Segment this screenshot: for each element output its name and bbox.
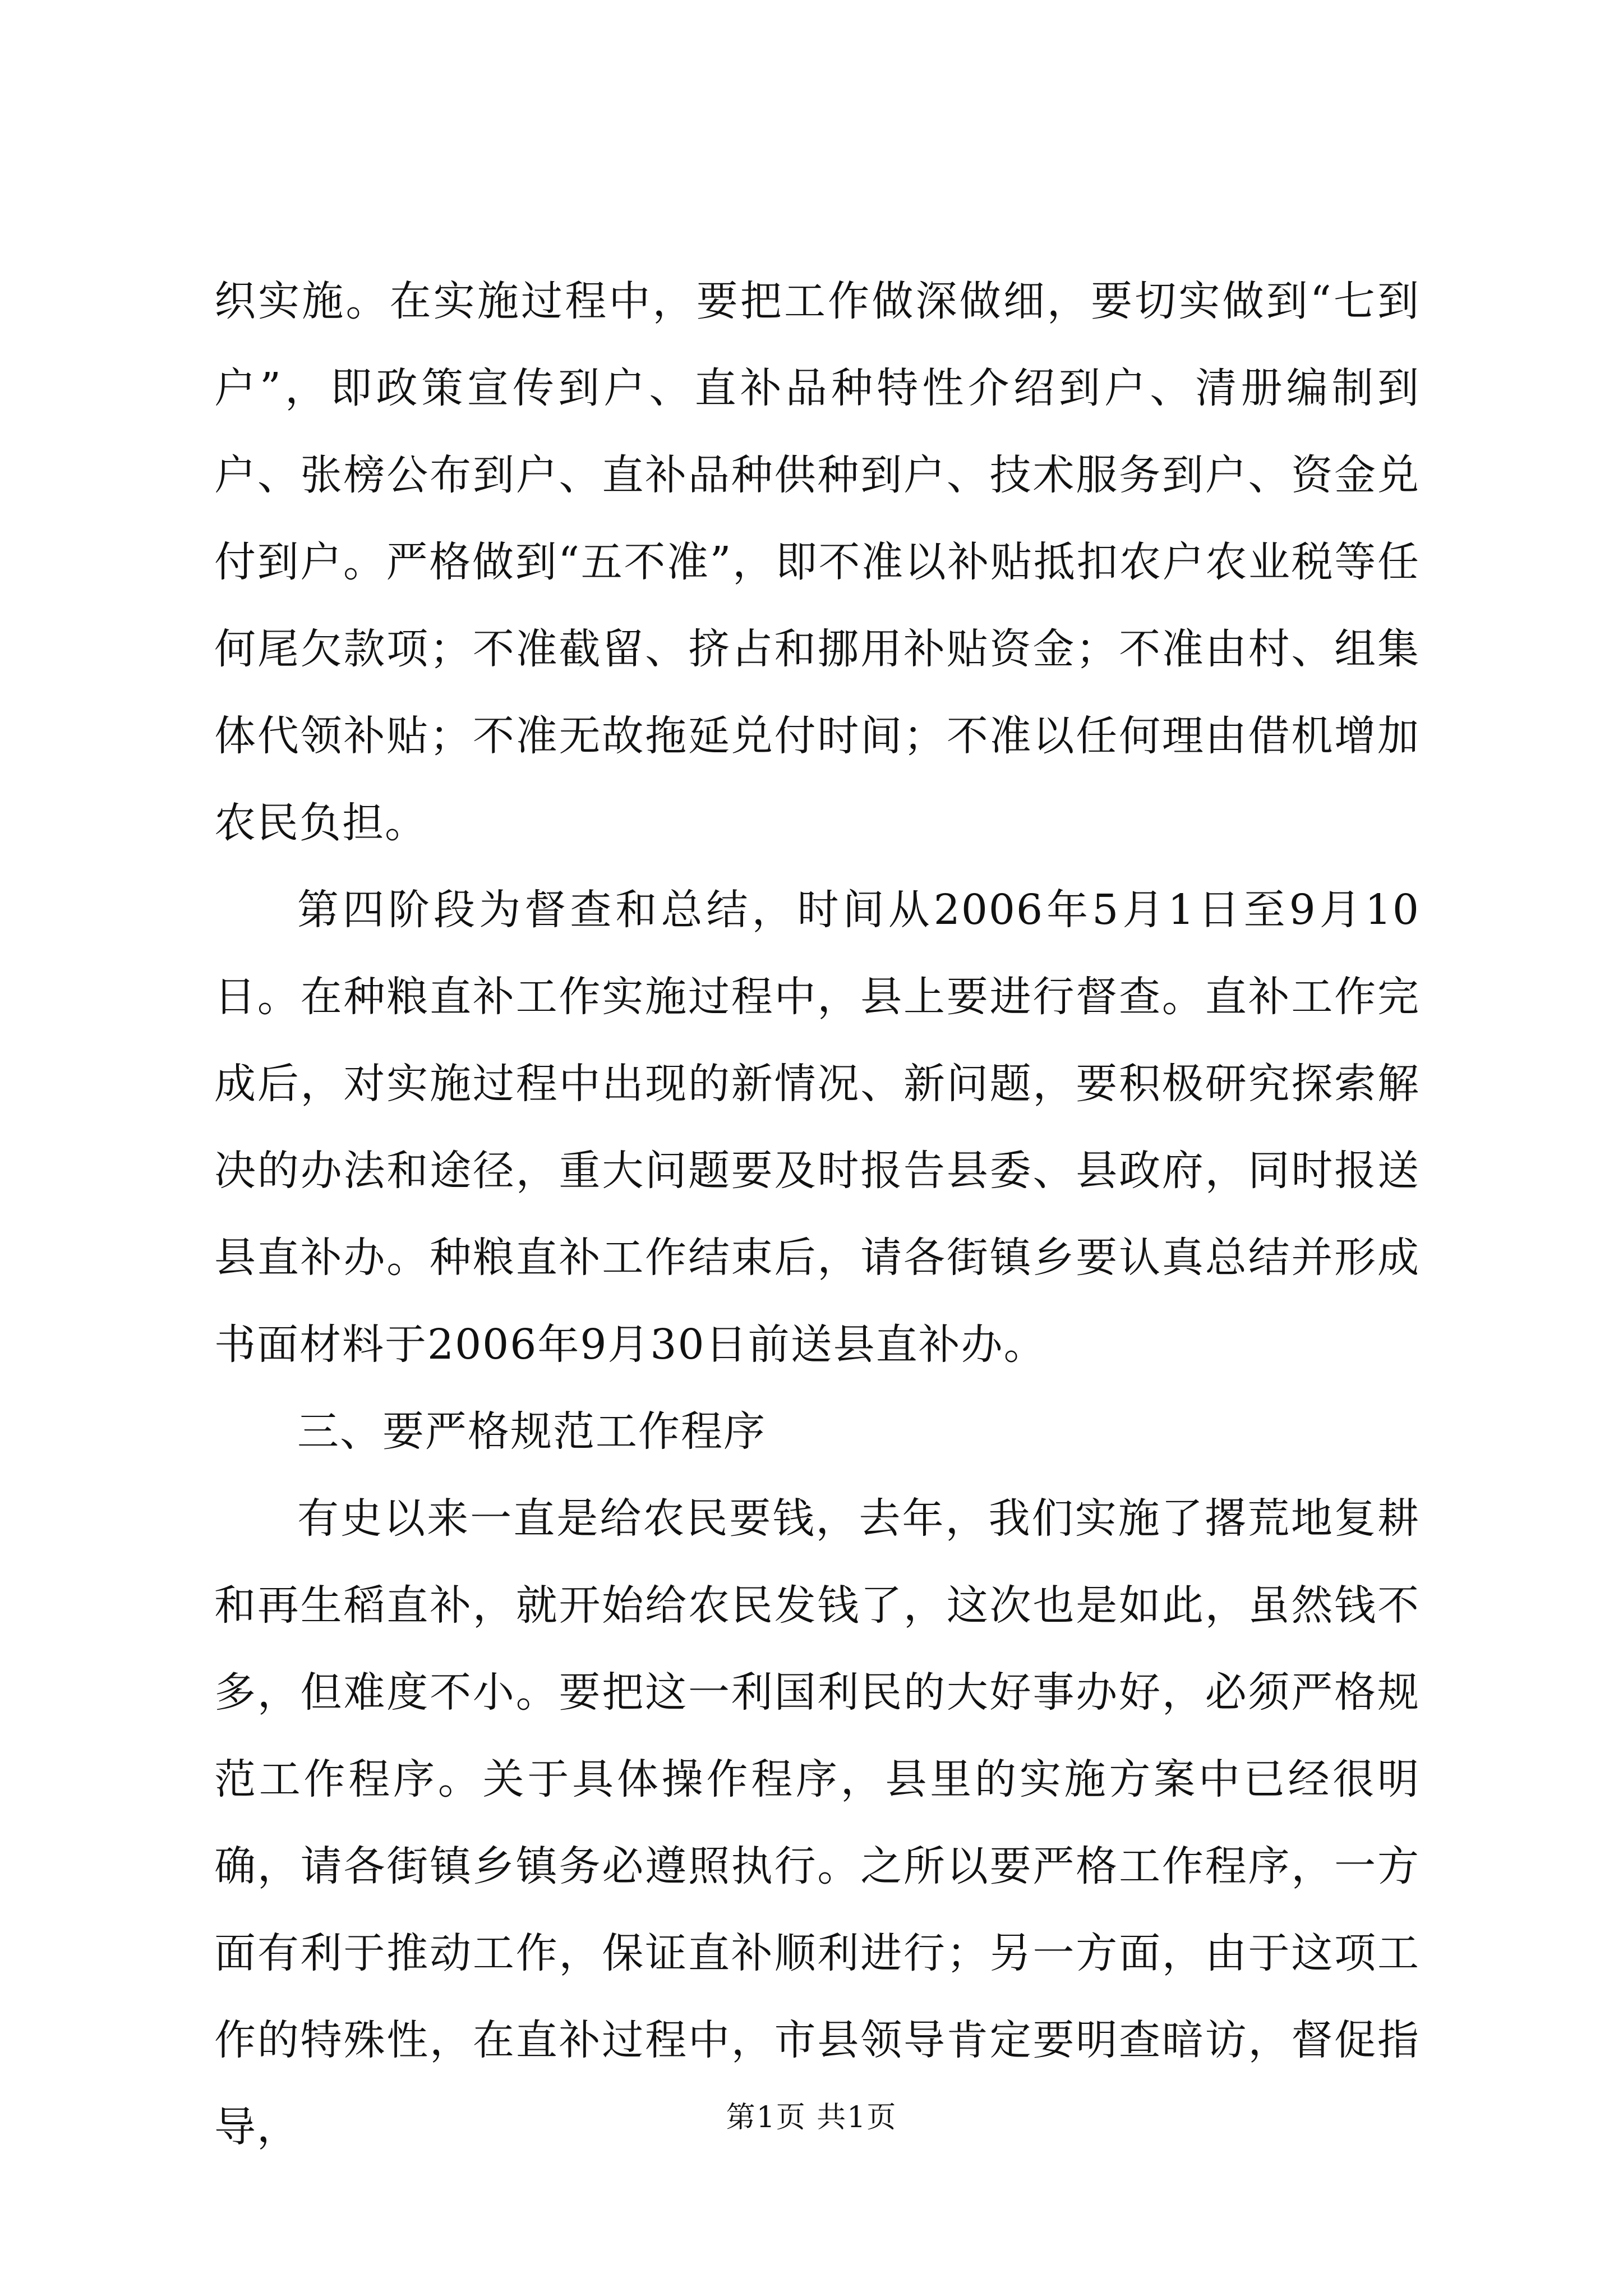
page-footer: 第1页 共1页 — [726, 2101, 897, 2134]
paragraph-implementation: 织实施。在实施过程中，要把工作做深做细，要切实做到“七到户”，即政策宣传到户、直补品种特性介绍到户、清册编制到户、张榜公布到户、直补品种供种到户、技术服务到户、资金兑付到户。严格做到“五不准”，即不准以补贴抵扣农户农业税等任何尾欠款项；不准截留、挤占和挪用补贴资金；不准由村、组集体代领补贴；不准无故拖延兑付时间；不准以任何理由借机增加农民负担。 — [214, 277, 1420, 847]
document-body — [214, 258, 1420, 2171]
paragraph-procedure: 有史以来一直是给农民要钱，去年，我们实施了撂荒地复耕和再生稻直补，就开始给农民发钱了，这次也是如此，虽然钱不多，但难度不小。要把这一利国利民的大好事办好，必须严格规范工作程序。关于具体操作程序，县里的实施方案中已经很明确，请各街镇乡镇务必遵照执行。之所以要严格工作程序，一方面有利于推动工作，保证直补顺利进行；另一方面，由于这项工作的特殊性，在直补过程中，市县领导肯定要明查暗访，督促指导， — [214, 1494, 1420, 2151]
section-heading-procedure: 三、要严格规范工作程序 — [297, 1407, 766, 1456]
paragraph-stage-four: 第四阶段为督查和总结，时间从2006年5月1日至9月10日。在种粮直补工作实施过程中，县上要进行督查。直补工作完成后，对实施过程中出现的新情况、新问题，要积极研究探索解决的办法和途径，重大问题要及时报告县委、县政府，同时报送县直补办。种粮直补工作结束后，请各街镇乡要认真总结并形成书面材料于2006年9月30日前送县直补办。 — [214, 886, 1420, 1369]
